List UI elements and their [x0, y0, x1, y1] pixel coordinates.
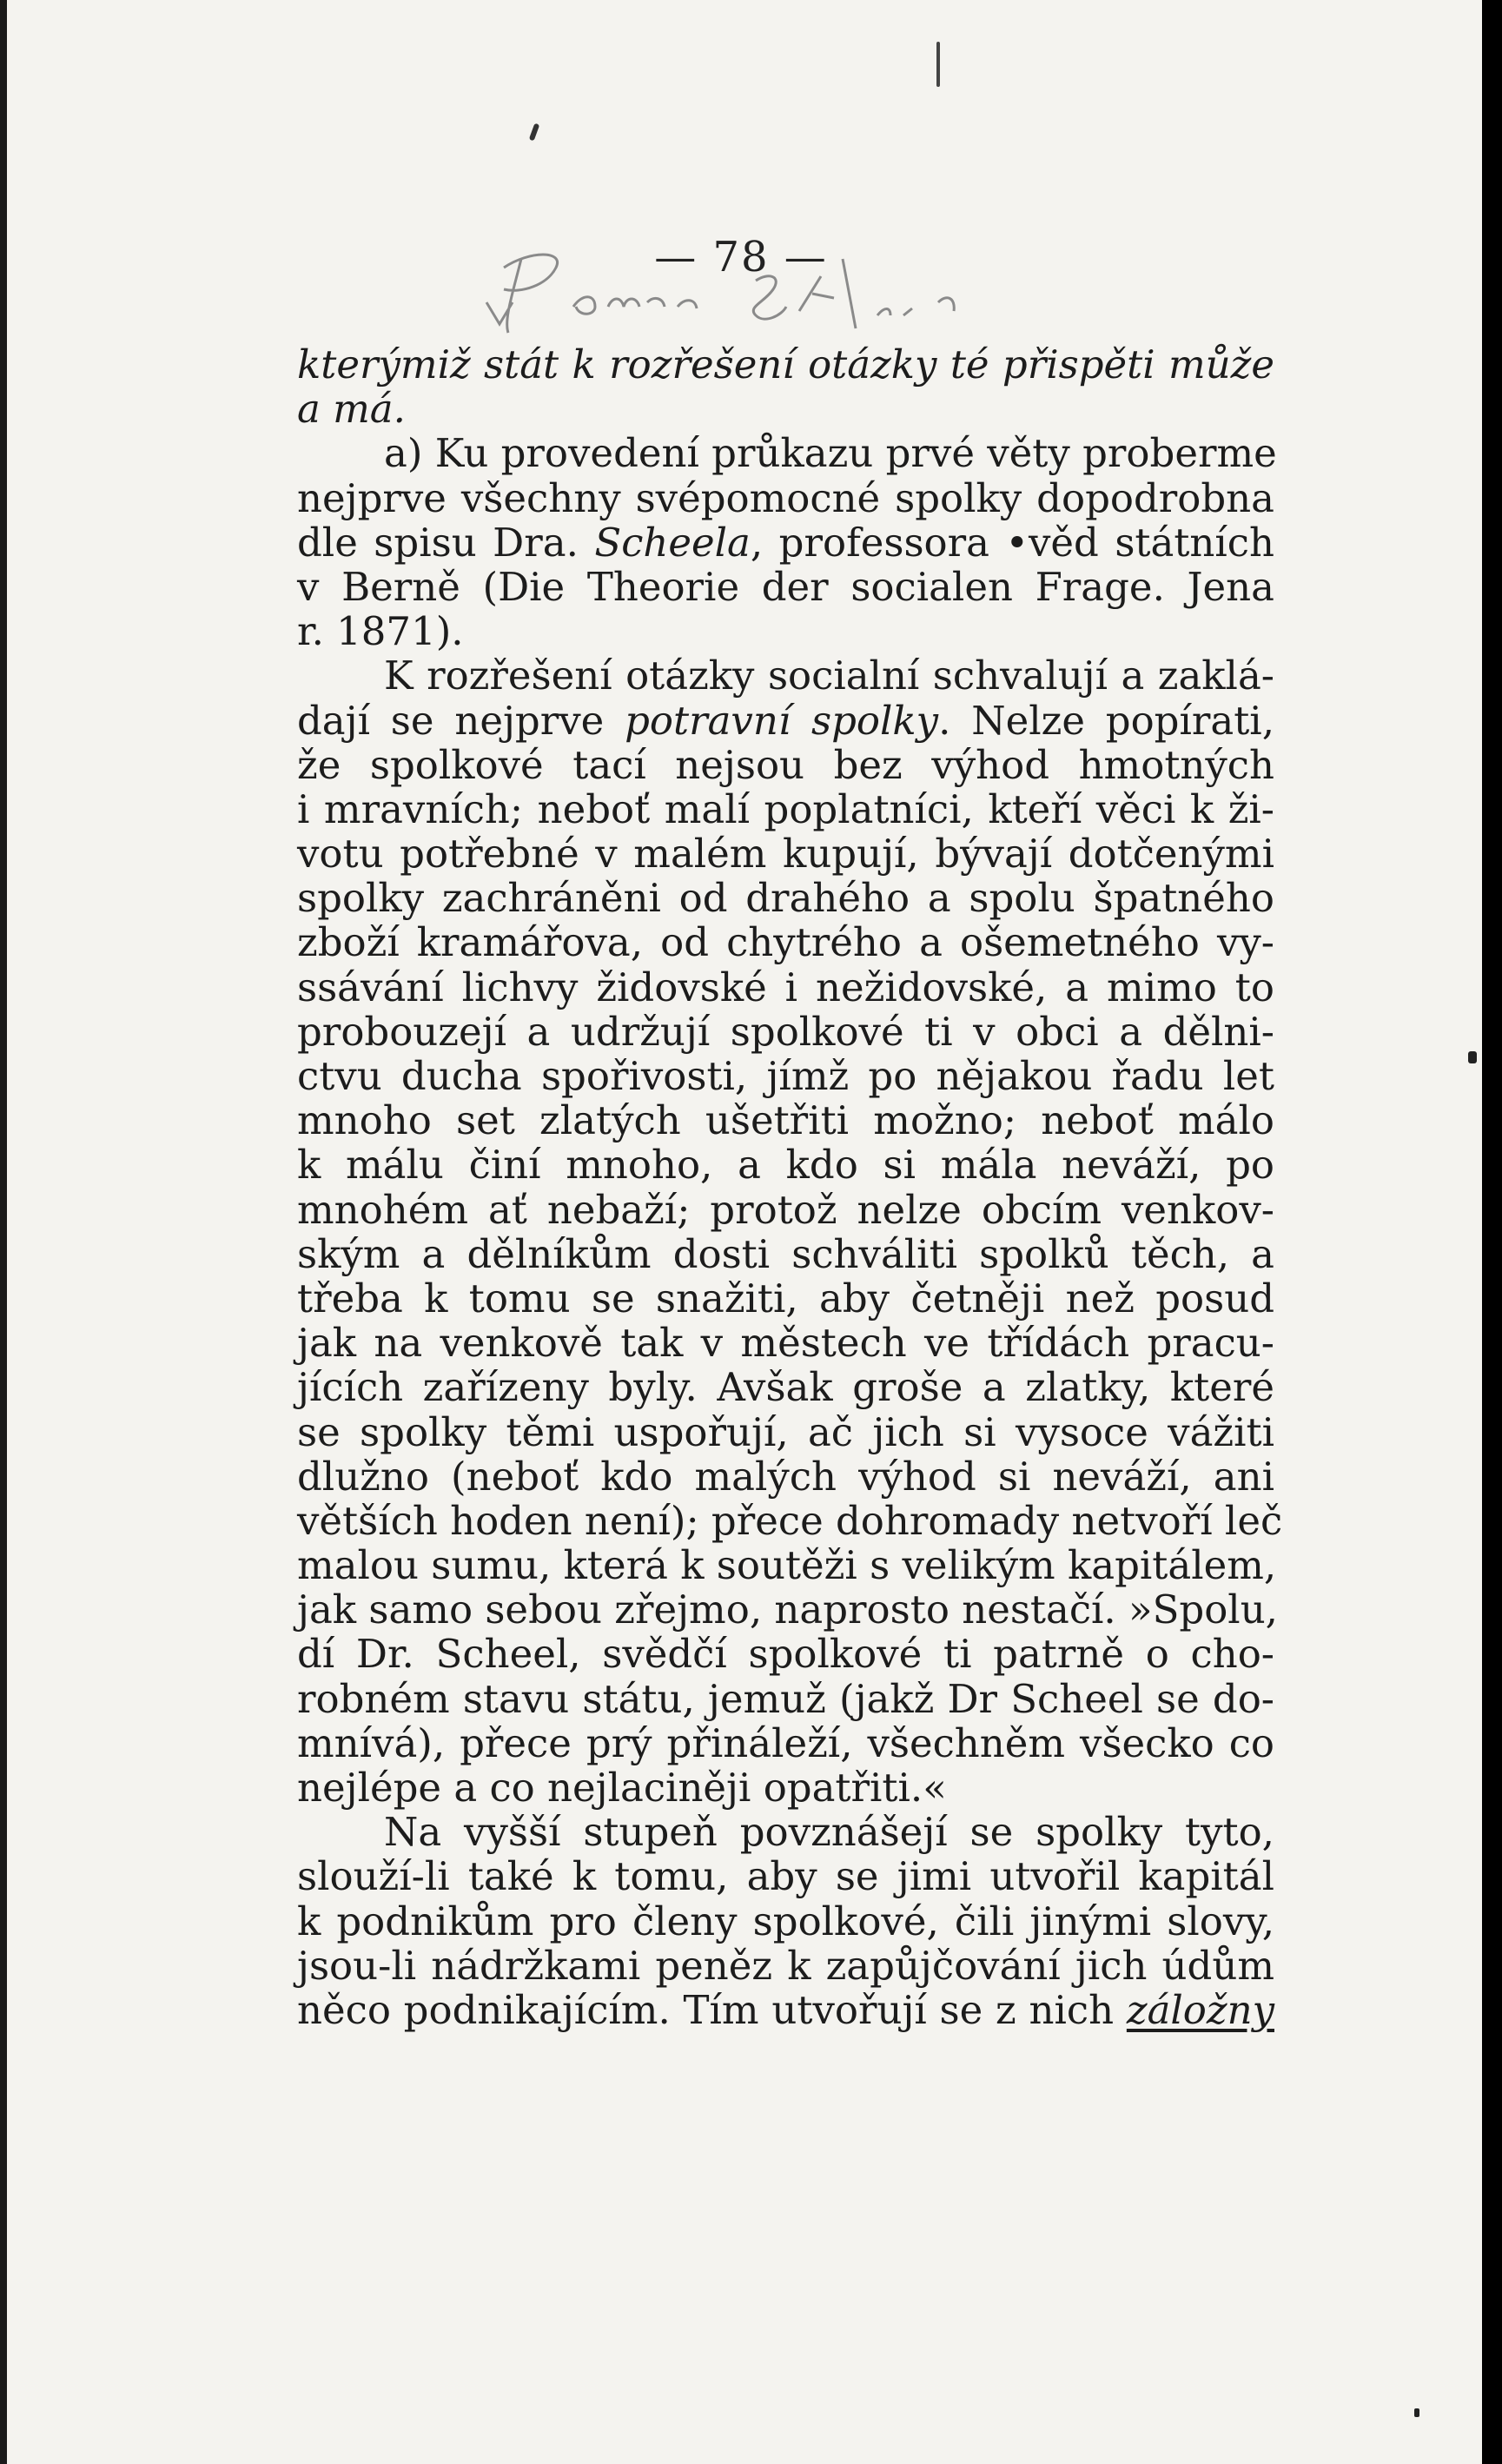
page-right-edge	[1482, 0, 1502, 2464]
text-line: k málu činí mnoho, a kdo si mála neváží, po	[297, 1142, 1274, 1189]
ink-spot	[529, 123, 539, 142]
text-line: mnívá), přece prý přináleží, všechněm všecko co	[297, 1719, 1274, 1766]
text-line: dí Dr. Scheel, svědčí spolkové ti patrně o cho-	[297, 1631, 1274, 1678]
text-line: a) Ku provedení průkazu prvé věty proberme	[384, 430, 1277, 477]
corner-mark	[1414, 2408, 1419, 2417]
text-line: jak samo sebou zřejmo, naprosto nestačí. »Spolu,	[297, 1586, 1278, 1633]
text-line: i mravních; neboť malí poplatníci, kteří věci k ži-	[297, 785, 1274, 832]
annotation-text: Pomoc státu	[469, 233, 475, 234]
text-line: něco podnikajícím. Tím utvořují se z nich záložny	[297, 1986, 1274, 2033]
text-line: nejprve všechny svépomocné spolky dopodrobna	[297, 474, 1274, 521]
text-line: jících zařízeny byly. Avšak groše a zlatky, které	[297, 1364, 1274, 1411]
text-line: v Berně (Die Theorie der socialen Frage. Jena	[297, 563, 1274, 610]
text-line: robném stavu státu, jemuž (jakž Dr Scheel se do-	[297, 1675, 1274, 1722]
text-line: nejlépe a co nejlaciněji opatřiti.«	[297, 1765, 947, 1811]
text-line: jak na venkově tak v městech ve třídách pracu-	[297, 1320, 1274, 1367]
body-text	[297, 341, 1283, 2033]
text-line: slouží-li také k tomu, aby se jimi utvořil kapitál	[297, 1853, 1274, 1900]
text-line: Na vyšší stupeň povznášejí se spolky tyto,	[384, 1809, 1274, 1856]
text-line: se spolky těmi uspořují, ač jich si vysoce vážiti	[297, 1408, 1274, 1455]
text-line: ským a dělníkům dosti schváliti spolků těch, a	[297, 1230, 1274, 1277]
text-line: r. 1871).	[297, 608, 464, 655]
text-line: dlužno (neboť kdo malých výhod si neváží, ani	[297, 1453, 1274, 1500]
edge-mark	[1468, 1051, 1477, 1063]
text-line: mnoho set zlatých ušetřiti možno; neboť málo	[297, 1097, 1274, 1144]
ink-mark	[936, 42, 940, 87]
underlined-word: záložny	[1126, 1986, 1274, 2033]
text-line: větších hoden není); přece dohromady netvoří leč	[297, 1497, 1283, 1544]
text-line: ctvu ducha spořivosti, jímž po nějakou řadu let	[297, 1053, 1274, 1099]
text-line: k podnikům pro členy spolkové, čili jinými slovy,	[297, 1898, 1274, 1944]
text-line: že spolkové tací nejsou bez výhod hmotných	[297, 741, 1274, 788]
text-line: ssávání lichvy židovské i nežidovské, a mimo to	[297, 964, 1274, 1010]
text-line: dají se nejprve potravní spolky. Nelze popírati,	[297, 697, 1274, 744]
text-line: zboží kramářova, od chytrého a ošemetného vy-	[297, 919, 1274, 966]
text-line: K rozřešení otázky socialní schvalují a zaklá-	[384, 652, 1274, 699]
text-line: mnohém ať nebaží; protož nelze obcím venkov-	[297, 1186, 1274, 1233]
page-left-edge	[0, 0, 7, 2464]
text-line: jsou-li nádržkami peněz k zapůjčování jich údům	[297, 1942, 1274, 1989]
text-line: spolky zachráněni od drahého a spolu špatného	[297, 875, 1274, 922]
text-line: votu potřebné v malém kupují, bývají dotčenými	[297, 831, 1274, 878]
text-line: kterýmiž stát k rozřešení otázky té přispěti může	[297, 341, 1274, 387]
text-line: a má.	[297, 386, 406, 433]
page-number: — 78 —	[654, 233, 828, 282]
text-line: malou sumu, která k soutěži s velikým kapitálem,	[297, 1542, 1277, 1589]
text-line: třeba k tomu se snažiti, aby četněji než posud	[297, 1275, 1274, 1321]
text-line: probouzejí a udržují spolkové ti v obci a dělni-	[297, 1008, 1274, 1055]
text-line: dle spisu Dra. Scheela, professora •věd státních	[297, 519, 1274, 566]
